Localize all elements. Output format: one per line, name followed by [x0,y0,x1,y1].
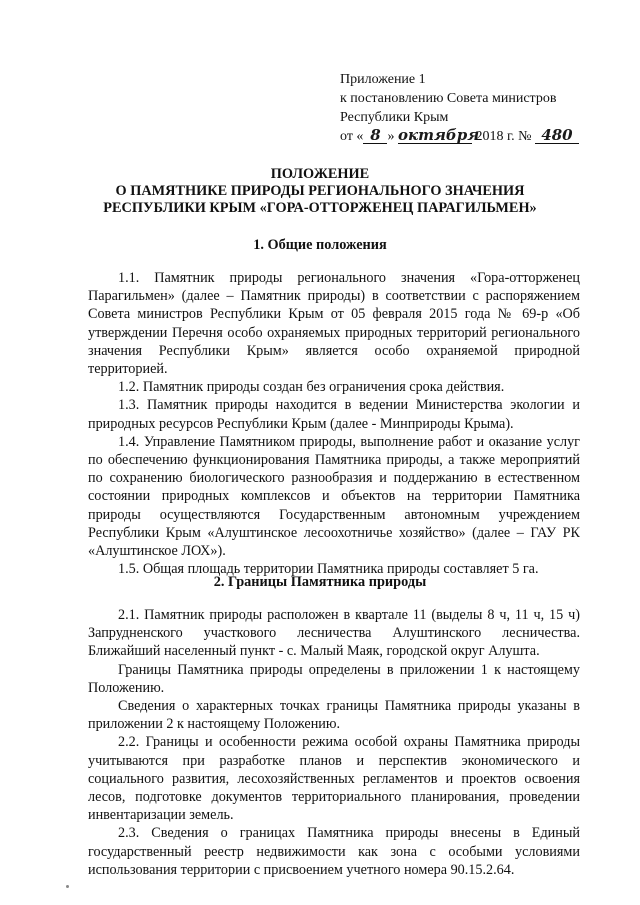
title-line-2: О ПАМЯТНИКЕ ПРИРОДЫ РЕГИОНАЛЬНОГО ЗНАЧЕНИЯ [115,183,525,199]
paragraph-2-1: 2.1. Памятник природы расположен в квартале 11 (выделы 8 ч, 11 ч, 15 ч) Запрудненского участкового лесничества Алуштинского лесничества. Ближайший населенный пункт - с. Малый Маяк, городской округ Алушта. [88,607,580,660]
document-title [60,166,580,217]
paragraph-2-points: Сведения о характерных точках границы Памятника природы указаны в приложении 2 к настоящему Положению. [88,698,580,733]
paragraph-1-2: 1.2. Памятник природы создан без ограничения срока действия. [118,379,505,396]
section-1-heading: 1. Общие положения [253,237,387,253]
paragraph-2-2: 2.2. Границы и особенности режима особой охраны Памятника природы учитываются при разработке планов и перспектив экономического и социального развития, лесохозяйственных регламентов и проектов освоения лесов, подготовке документов территориального планирования, проведении инвентаризации земель. [88,734,580,824]
paragraph-1-5: 1.5. Общая площадь территории Памятника природы составляет 5 га. [118,561,539,578]
date-year: 2018 г. № [475,129,532,144]
section-2-body [88,606,580,879]
date-day-handwritten: 8 [363,128,387,144]
paragraph-1-3: 1.3. Памятник природы находится в ведении Министерства экологии и природных ресурсов Республики Крым (далее - Минприроды Крыма). [88,397,580,432]
title-line-1: ПОЛОЖЕНИЕ [270,166,370,182]
paragraph-2-boundaries: Границы Памятника природы определены в приложении 1 к настоящему Положению. [88,661,580,696]
appendix-header [340,70,630,146]
title-line-3: РЕСПУБЛИКИ КРЫМ «ГОРА-ОТТОРЖЕНЕЦ ПАРАГИЛЬМЕН» [103,200,537,216]
decree-number-handwritten: 480 [535,128,579,144]
appendix-line-2: к постановлению Совета министров [340,91,557,106]
date-prefix: от « [340,129,364,144]
scan-speck [66,885,69,888]
paragraph-1-1: 1.1. Памятник природы регионального значения «Гора-отторженец Парагильмен» (далее – Памятник природы) в соответствии с распоряжением Совета министров Республики Крым от 05 февраля 2015 года № 69-р «Об утверждении Перечня особо охраняемых природных территорий регионального значения Республики Крым» является особо охраняемой природной территорией. [88,270,580,378]
date-month-handwritten: октября [397,126,480,144]
appendix-date-line [340,127,630,146]
paragraph-1-4: 1.4. Управление Памятником природы, выполнение работ и оказание услуг по обеспечению функционирования Памятника природы, а также мероприятий по сохранению биологического разнообразия и поддержанию в естественном состоянии природных комплексов и объектов на территории Памятника природы осуществляются Государственным автономным учреждением Республики Крым «Алуштинское лесоохотничье хозяйство» (далее – ГАУ РК «Алуштинское ЛОХ»). [88,433,580,560]
date-mid: » [387,129,395,144]
section-2-heading: 2. Границы Памятника природы [213,574,427,590]
appendix-line-1: Приложение 1 [340,72,426,87]
paragraph-2-3: 2.3. Сведения о границах Памятника природы внесены в Единый государственный реестр недвижимости как зона с особыми условиями использования территории с присвоением учетного номера 90.15.2.64. [88,825,580,878]
section-1-body [88,269,580,578]
appendix-line-3: Республики Крым [340,110,449,125]
